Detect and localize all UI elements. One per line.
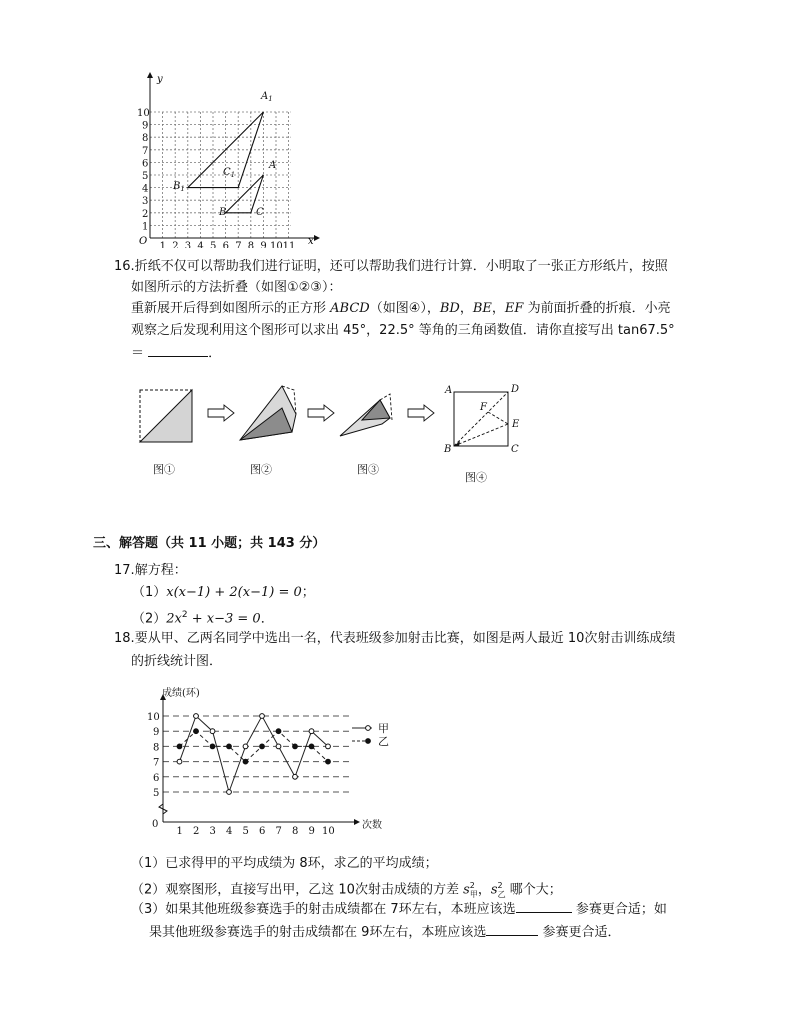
y-tick-label: 5 — [153, 788, 160, 799]
fig4-label-c: C — [511, 444, 519, 455]
y-tick-label: 1 — [142, 221, 149, 233]
caption-fig3: 图③ — [357, 463, 379, 476]
label-b1: $B_1$ — [173, 181, 185, 193]
x-tick-label: 3 — [209, 826, 216, 836]
y-tick-label: 2 — [142, 208, 149, 220]
q18-sub1: （1）已求得甲的平均成绩为 8环，求乙的平均成绩； — [131, 856, 438, 871]
data-point — [276, 729, 281, 734]
caption-fig2: 图② — [250, 463, 272, 476]
arrow-right-icon — [408, 405, 434, 421]
caption-fig1: 图① — [153, 463, 175, 476]
x-tick-label: 5 — [210, 241, 217, 248]
x-tick-label: 10 — [322, 826, 335, 836]
data-point — [194, 729, 199, 734]
x-axis-title: 次数 — [362, 820, 382, 831]
data-point — [177, 759, 182, 764]
x-tick-label: 1 — [176, 826, 183, 836]
x-axis-label: x — [308, 236, 314, 247]
data-point — [293, 744, 298, 749]
fig4-label-a: A — [445, 385, 453, 396]
q18-line2: 的折线统计图． — [131, 654, 223, 669]
legend-label: 乙 — [378, 735, 389, 748]
q17-part1: （1）x(x−1) + 2(x−1) = 0； — [132, 585, 315, 600]
fold-figure-1 — [140, 390, 192, 442]
y-tick-label: 8 — [142, 133, 149, 145]
label-a1: $A_1$ — [261, 91, 273, 103]
arrow-right-icon — [308, 405, 334, 421]
data-point — [293, 774, 298, 779]
x-tick-label: 7 — [235, 241, 242, 248]
answer-blank[interactable] — [148, 344, 208, 357]
q17-part2: $(2)2x^2 + x-3 = 0$． — [132, 610, 274, 627]
data-point — [309, 744, 314, 749]
x-tick-label: 6 — [259, 826, 266, 836]
data-point — [260, 744, 265, 749]
q16-line4: 观察之后发现利用这个图形可以求出 45°，22.5° 等角的三角函数值．请你直接写出 tan67.5° — [131, 323, 675, 338]
y-axis-arrow — [147, 72, 153, 78]
folding-figures — [136, 380, 536, 480]
data-point — [309, 729, 314, 734]
fold-figure-2 — [240, 386, 296, 440]
x-tick-label: 11 — [282, 241, 296, 248]
x-tick-label: 4 — [226, 826, 233, 836]
x-tick-label: 8 — [292, 826, 299, 836]
y-tick-label: 9 — [153, 727, 160, 739]
y-axis-label: y — [157, 74, 163, 85]
x-tick-label: 8 — [247, 241, 255, 248]
origin-label: O — [139, 236, 148, 247]
data-point — [210, 744, 215, 749]
x-tick-label: 6 — [222, 241, 229, 248]
fig4-label-d: D — [511, 384, 520, 395]
x-tick-label: 10 — [270, 241, 283, 248]
data-point — [243, 744, 248, 749]
q18-line1: 18.要从甲、乙两名同学中选出一名，代表班级参加射击比赛，如图是两人最近 10次射击训练成绩 — [114, 631, 676, 646]
label-a: A — [269, 160, 277, 171]
q18-sub2: （2）观察图形，直接写出甲，乙这 10次射击成绩的方差 $s^2_甲$，$s^2_乙$ 哪个大； — [131, 881, 562, 899]
q18-sub3-line1: （3）如果其他班级参赛选手的射击成绩都在 7环左右，本班应该选 参赛更合适；如 — [131, 902, 667, 917]
fig4-label-b: B — [444, 444, 452, 455]
arrow-right-icon — [208, 405, 234, 421]
answer-blank[interactable] — [516, 900, 572, 913]
answer-blank[interactable] — [486, 923, 538, 936]
x-tick-label: 1 — [159, 241, 166, 248]
score-line-chart — [140, 686, 400, 836]
x-tick-label: 4 — [197, 241, 204, 248]
data-point — [243, 759, 248, 764]
y-tick-label: 10 — [137, 108, 150, 119]
fig4-label-e: E — [512, 419, 520, 430]
y-tick-label: 7 — [153, 757, 160, 769]
label-c1: $C_1$ — [223, 167, 236, 179]
data-point — [227, 790, 232, 795]
data-point — [177, 744, 182, 749]
label-b: B — [219, 207, 227, 218]
q18-sub3-line2: 果其他班级参赛选手的射击成绩都在 9环左右，本班应该选 参赛更合适． — [149, 925, 621, 940]
section-title: 三、解答题（共 11 小题；共 143 分） — [93, 536, 326, 551]
y-tick-label: 6 — [142, 158, 149, 170]
y-tick-label: 6 — [153, 772, 160, 784]
x-tick-label: 7 — [275, 826, 282, 836]
y-tick-label: 3 — [142, 196, 149, 208]
x-axis-arrow — [314, 235, 320, 241]
y-axis-title: 成绩(环) — [162, 688, 200, 699]
q16-line3: 重新展开后得到如图所示的正方形 ABCD（如图④），BD，BE，EF 为前面折叠的折痕．小亮 — [131, 301, 671, 316]
legend-label: 甲 — [378, 722, 389, 735]
legend-marker — [366, 739, 371, 744]
zero-label: 0 — [152, 819, 159, 830]
caption-fig4: 图④ — [465, 471, 487, 484]
q17-stem: 17.解方程： — [114, 563, 187, 578]
label-c: C — [256, 207, 264, 218]
data-point — [260, 714, 265, 719]
x-tick-label: 3 — [184, 241, 192, 248]
q16-line2: 如图所示的方法折叠（如图①②③）： — [131, 280, 342, 295]
q16-line1: 16.折纸不仅可以帮助我们进行证明，还可以帮助我们进行计算．小明取了一张正方形纸片，按照 — [114, 259, 668, 274]
fold-figure-4 — [443, 384, 520, 455]
y-tick-label: 4 — [142, 183, 149, 195]
x-tick-label: 2 — [193, 826, 200, 836]
fig4-label-f: F — [480, 402, 487, 413]
x-tick-label: 5 — [242, 826, 249, 836]
y-tick-label: 5 — [142, 171, 149, 182]
x-axis-arrow — [354, 819, 360, 825]
data-point — [326, 744, 331, 749]
data-point — [326, 759, 331, 764]
y-tick-label: 8 — [153, 742, 160, 754]
y-tick-label: 10 — [147, 712, 160, 723]
y-tick-label: 7 — [142, 145, 149, 157]
data-point — [194, 714, 199, 719]
legend-marker — [366, 726, 371, 731]
q16-line5: ＝ ． — [131, 346, 222, 361]
coordinate-grid-figure — [128, 72, 328, 248]
x-tick-label: 9 — [260, 241, 267, 248]
data-point — [276, 744, 281, 749]
data-point — [210, 729, 215, 734]
x-tick-label: 9 — [308, 826, 315, 836]
data-point — [227, 744, 232, 749]
x-tick-label: 2 — [172, 241, 179, 248]
y-tick-label: 9 — [142, 120, 149, 132]
fold-figure-3 — [340, 394, 392, 436]
series-line-jia — [180, 716, 329, 792]
